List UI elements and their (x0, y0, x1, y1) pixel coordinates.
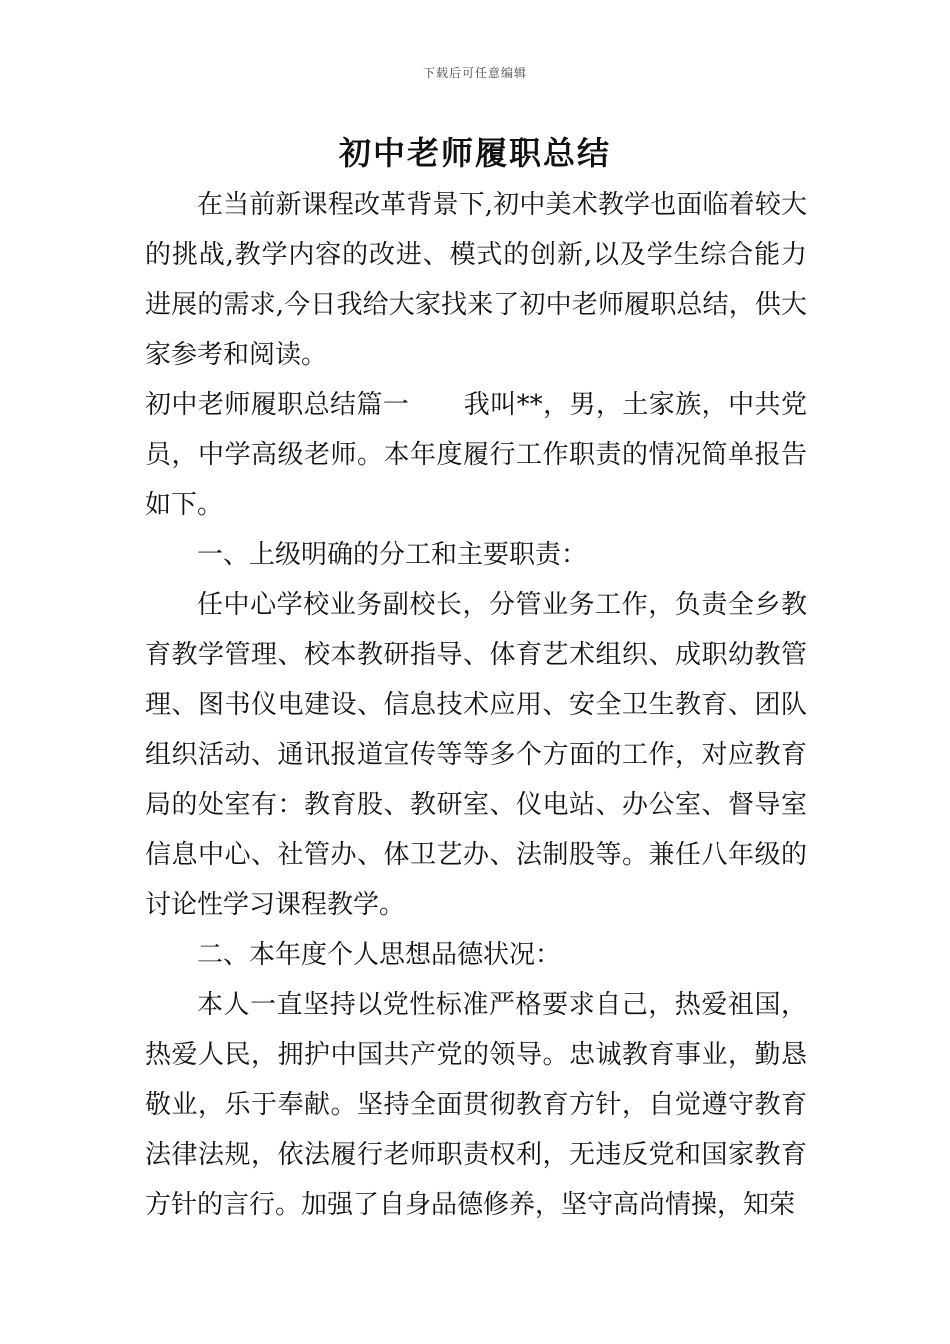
section-paragraph (145, 380, 807, 530)
character-paragraph: 本人一直坚持以党性标准严格要求自己，热爱祖国，热爱人民，拥护中国共产党的领导。忠诚教育事业，勤恳敬业，乐于奉献。坚持全面贯彻教育方针，自觉遵守教育法律法规，依法履行老师职责权利，无违反党和国家教育方针的言行。加强了自身品德修养，坚守高尚情操，知荣 (145, 990, 807, 1220)
heading-character: 二、本年度个人思想品德状况： (197, 940, 562, 970)
section-text: 我叫**，男，土家族，中共党员，中学高级老师。本年度履行工作职责的情况简单报告如下。 (145, 390, 807, 520)
section-label: 初中老师履职总结篇一 (145, 390, 410, 420)
document-title: 初中老师履职总结 (338, 134, 611, 172)
duties-paragraph: 任中心学校业务副校长，分管业务工作，负责全乡教育教学管理、校本教研指导、体育艺术组织、成职幼教管理、图书仪电建设、信息技术应用、安全卫生教育、团队组织活动、通讯报道宣传等等多个方面的工作，对应教育局的处室有：教育股、教研室、仪电站、办公室、督导室信息中心、社管办、体卫艺办、法制股等。兼任八年级的讨论性学习课程教学。 (145, 590, 807, 920)
heading-duties: 一、上级明确的分工和主要职责： (197, 540, 588, 570)
document-body (145, 180, 807, 1230)
intro-paragraph: 在当前新课程改革背景下,初中美术教学也面临着较大的挑战,教学内容的改进、模式的创新,以及学生综合能力进展的需求,今日我给大家找来了初中老师履职总结，供大家参考和阅读。 (145, 190, 807, 370)
header-note: 下载后可任意编辑 (422, 66, 527, 80)
